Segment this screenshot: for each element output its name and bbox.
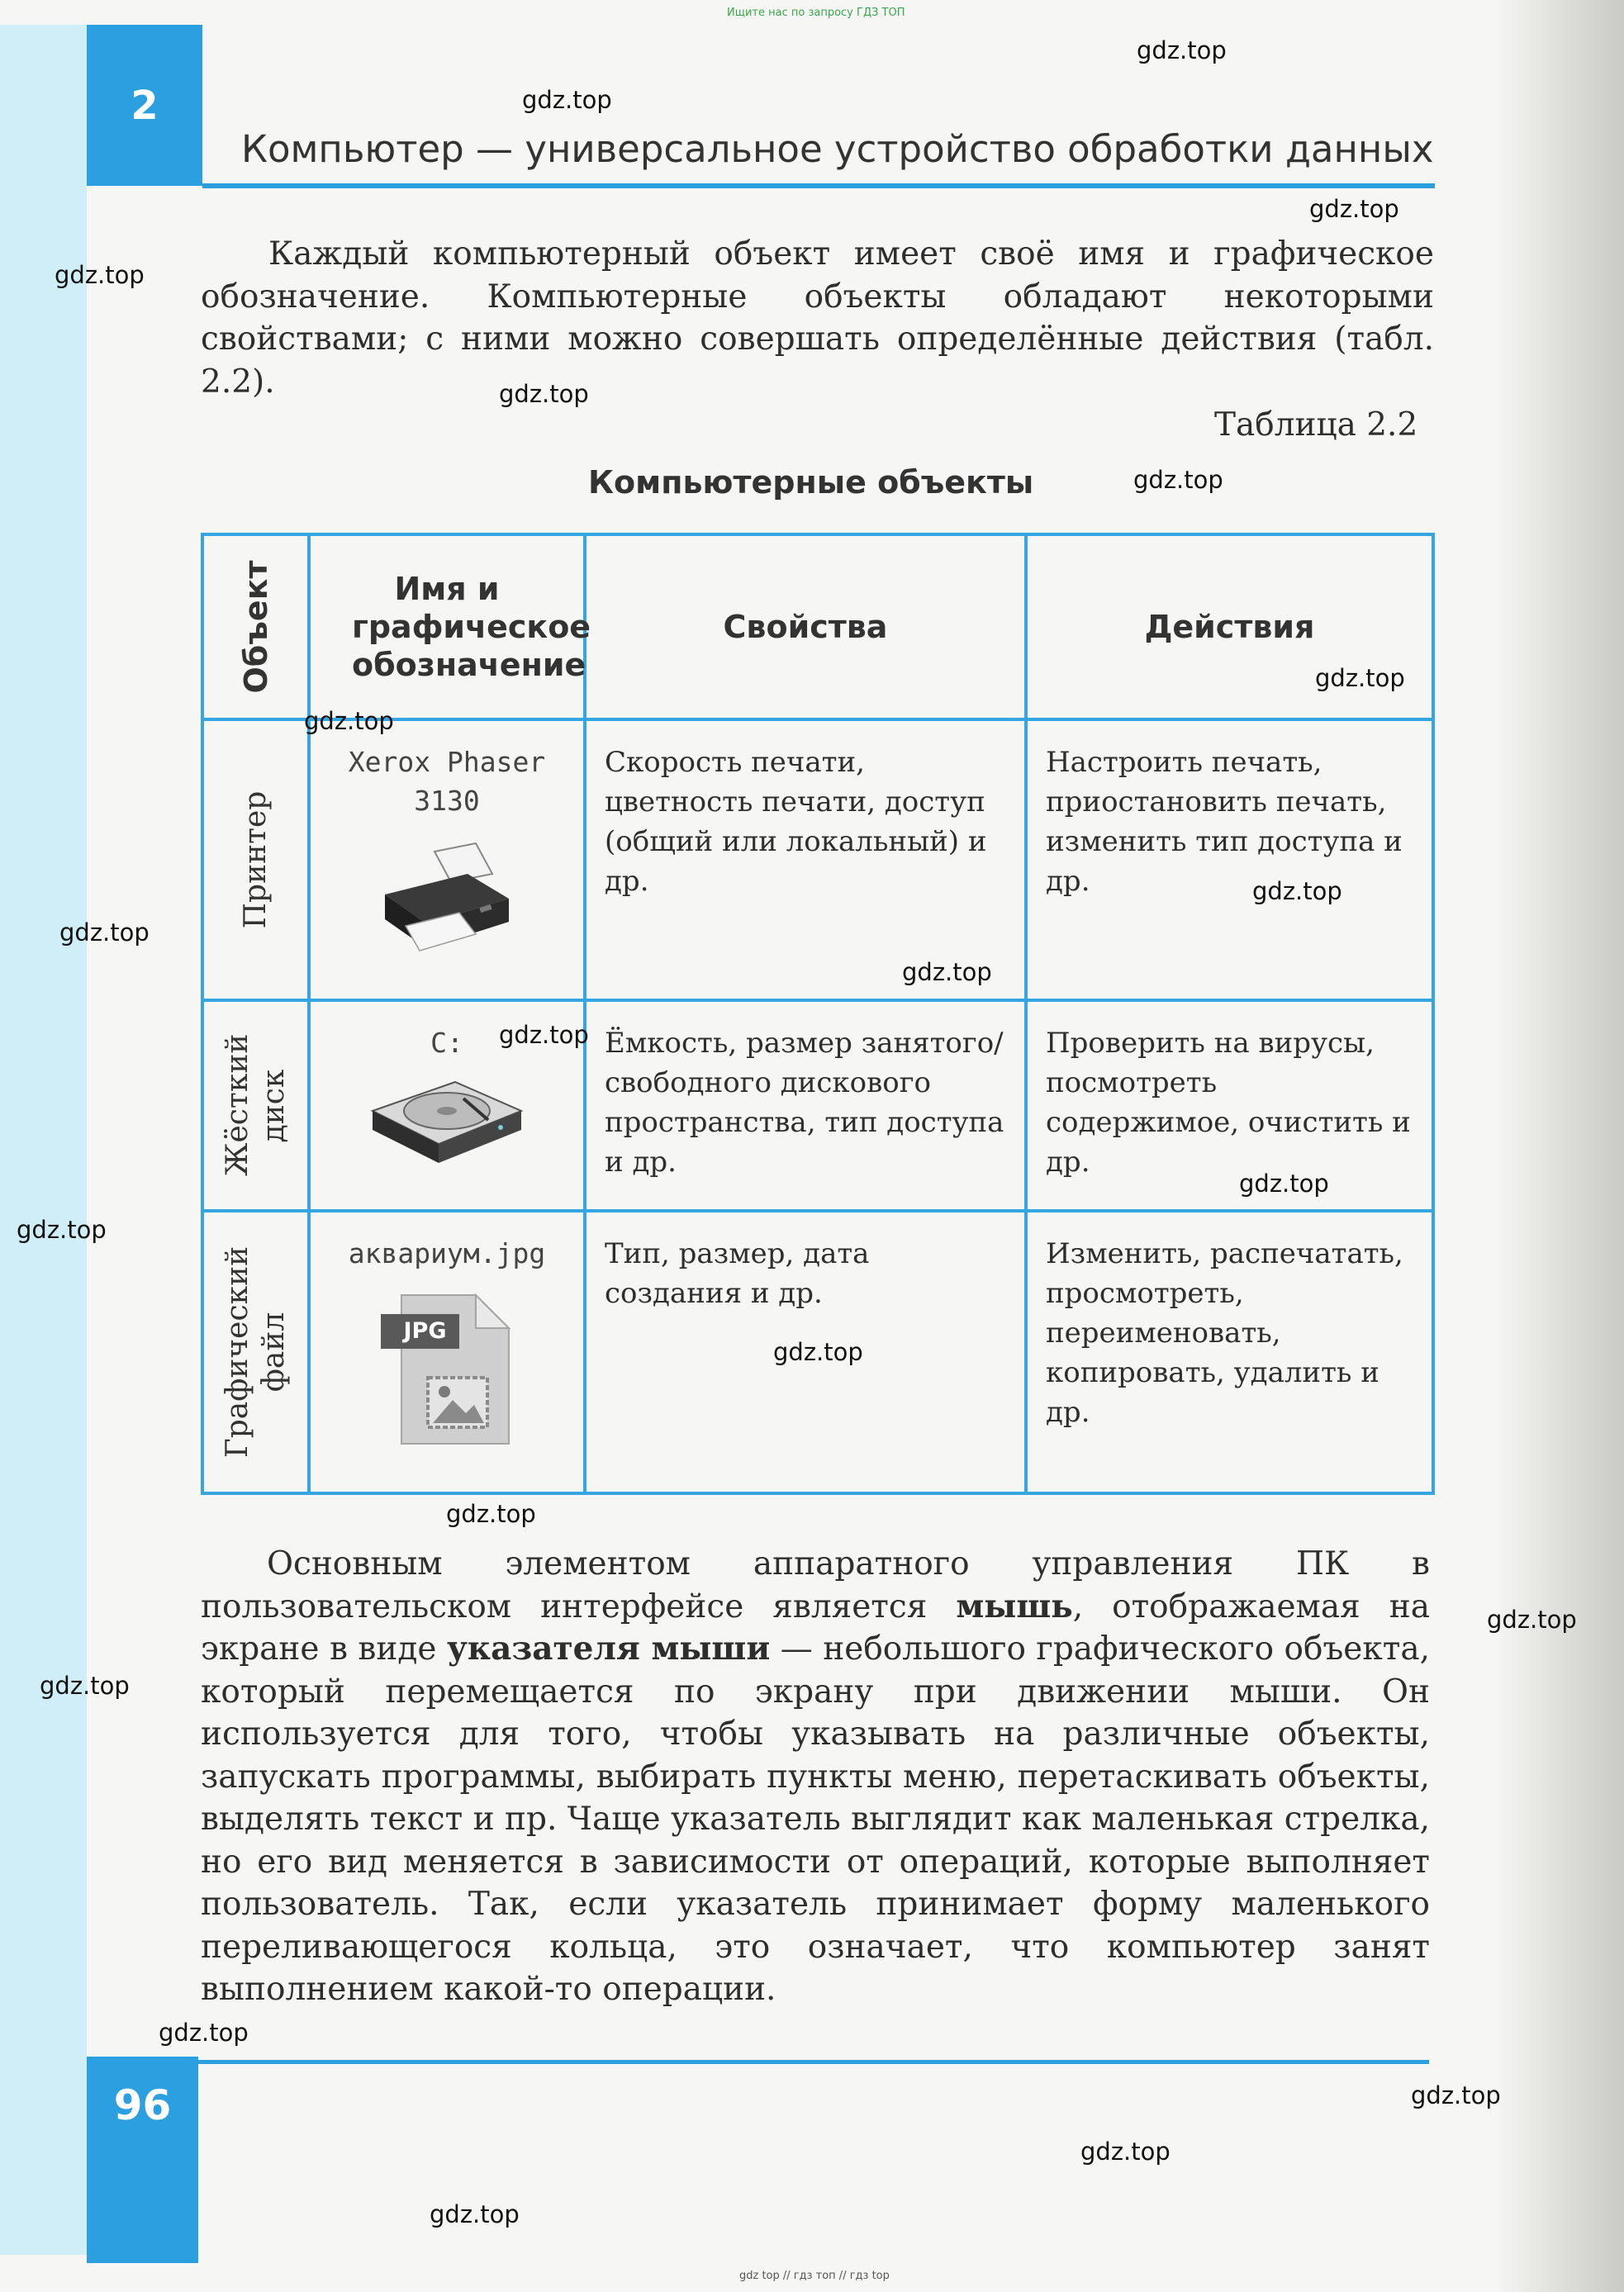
watermark: gdz.top [499, 380, 589, 408]
header-name: Имя и графическое обозначение [309, 534, 585, 719]
watermark: gdz.top [499, 1021, 589, 1049]
watermark: gdz.top [1487, 1606, 1577, 1634]
row-properties-cell: Тип, размер, дата создания и др. [585, 1211, 1026, 1493]
bottom-note: gdz top // гдз топ // гдз top [739, 2270, 890, 2282]
top-note: Ищите нас по запросу ГДЗ ТОП [727, 7, 905, 19]
jpg-file-icon [377, 1291, 517, 1448]
watermark: gdz.top [1137, 36, 1227, 64]
watermark: gdz.top [902, 958, 992, 986]
header-properties: Свойства [585, 534, 1026, 719]
row-object-cell: Графический файл [202, 1211, 309, 1493]
header-object: Объект [202, 534, 309, 719]
table-row [202, 719, 1433, 1000]
chapter-number: 2 [131, 82, 159, 129]
watermark: gdz.top [1252, 877, 1342, 905]
printer-icon [368, 837, 525, 952]
watermark: gdz.top [773, 1338, 863, 1366]
watermark: gdz.top [1239, 1170, 1329, 1198]
row-properties-cell: Ёмкость, размер занятого/свободного дискового пространства, тип доступа и др. [585, 1000, 1026, 1211]
watermark: gdz.top [1315, 664, 1405, 692]
watermark: gdz.top [1309, 195, 1399, 223]
object-name: C: [430, 1027, 463, 1059]
watermark: gdz.top [430, 2200, 520, 2228]
page-number: 96 [113, 2081, 172, 2129]
chapter-number-tab [87, 25, 202, 186]
watermark: gdz.top [446, 1500, 536, 1528]
watermark: gdz.top [1080, 2138, 1171, 2166]
watermark: gdz.top [1411, 2081, 1501, 2109]
term-mouse-pointer: указателя мыши [446, 1630, 771, 1668]
row-name-cell [309, 719, 585, 1000]
row-actions-cell: Проверить на вирусы, посмотреть содержимое, очистить и др. [1026, 1000, 1433, 1211]
watermark: gdz.top [522, 86, 612, 114]
term-mouse: мышь [956, 1587, 1073, 1625]
object-name: Xerox Phaser 3130 [348, 746, 546, 817]
watermark: gdz.top [17, 1216, 107, 1244]
watermark: gdz.top [159, 2019, 249, 2047]
object-name: аквариум.jpg [348, 1237, 546, 1269]
row-name-cell [309, 1211, 585, 1493]
table-title: Компьютерные объекты [588, 464, 1034, 501]
row-object-cell: Жёсткий диск [202, 1000, 309, 1211]
row-actions-cell: Изменить, распечатать, просмотреть, переименовать, копировать, удалить и др. [1026, 1211, 1433, 1493]
watermark: gdz.top [1133, 466, 1223, 494]
watermark: gdz.top [304, 707, 394, 735]
left-color-band [0, 25, 87, 2255]
watermark: gdz.top [59, 918, 150, 947]
watermark: gdz.top [40, 1672, 130, 1700]
header-actions: Действия [1026, 534, 1433, 719]
page-edge-shade [1500, 0, 1624, 2292]
header-rule [202, 183, 1435, 188]
table-label: Таблица 2.2 [1214, 406, 1418, 444]
row-actions-cell: Настроить печать, приостановить печать, изменить тип доступа и др. [1026, 719, 1433, 1000]
footer-rule [198, 2060, 1429, 2064]
table-header-row [202, 534, 1433, 719]
mouse-paragraph: Основным элементом аппаратного управления ПК в пользовательском интерфейсе является мышь, отображаемая на экране в виде указателя мыши — небольшого графического объекта, который перемещается по экрану при движении мыши. Он используется для того, чтобы указывать на различные объекты, запускать программы, выбирать пункты меню, перетаскивать объекты, выделять текст и пр. Чаще указатель выглядит как маленькая стрелка, но его вид меняется в зависимости от операций, которые выполняет пользователь. Так, если указатель принимает форму маленького переливающегося кольца, это означает, что компьютер занят выполнением какой-то операции. [201, 1545, 1430, 2008]
chapter-title: Компьютер — универсальное устройство обработки данных [241, 127, 1434, 171]
row-object-cell: Принтер [202, 719, 309, 1000]
page-number-tab [87, 2057, 198, 2263]
intro-paragraph: Каждый компьютерный объект имеет своё имя и графическое обозначение. Компьютерные объекты обладают некоторыми свойствами; с ними можно совершать определённые действия (табл. 2.2). [201, 235, 1434, 401]
jpg-label: JPG [403, 1318, 447, 1344]
hard-disk-icon [364, 1065, 529, 1169]
row-properties-cell: Скорость печати, цветность печати, доступ (общий или локальный) и др. [585, 719, 1026, 1000]
watermark: gdz.top [55, 261, 145, 289]
